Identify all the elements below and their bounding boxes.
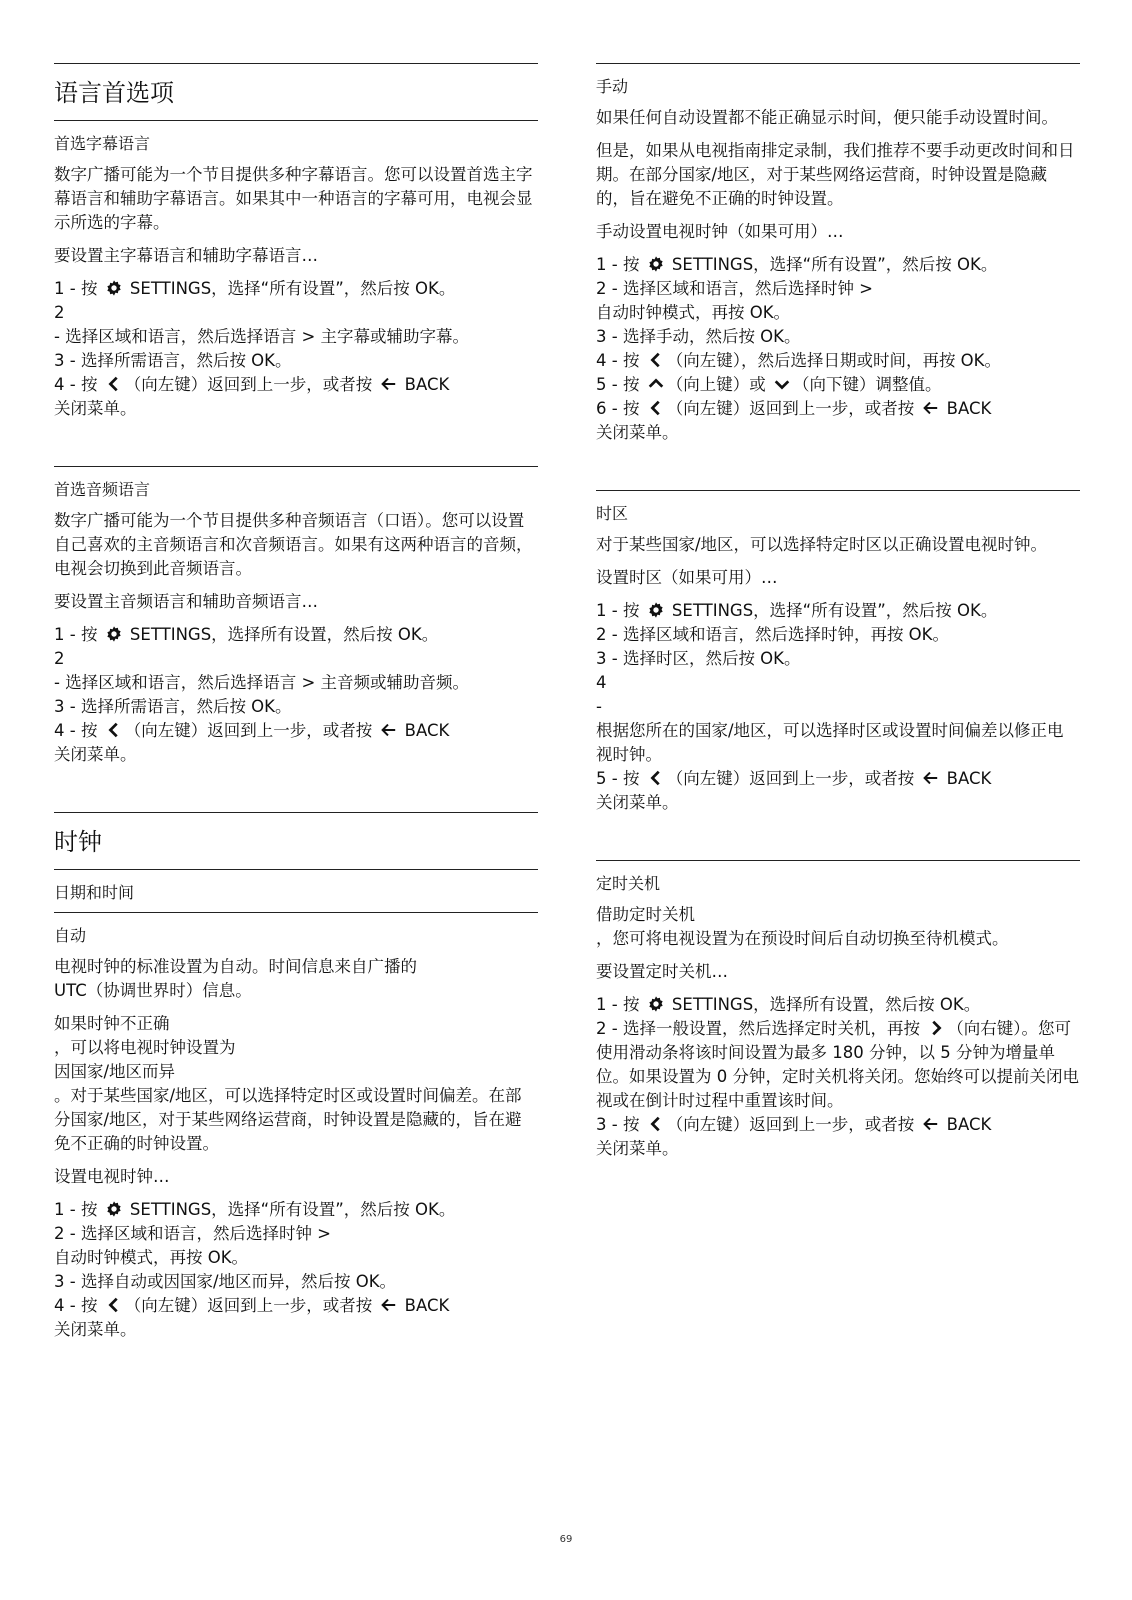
step: 1 - 按 SETTINGS，选择“所有设置”，然后按 OK。 — [596, 255, 998, 274]
step: 4 - 按 （向左键）返回到上一步，或者按 BACK — [54, 721, 450, 740]
gear-icon — [105, 1200, 123, 1218]
step: 关闭菜单。 — [54, 1320, 137, 1339]
heading-subtitle-language: 首选字幕语言 — [54, 120, 538, 163]
section-title-language: 语言首选项 — [54, 63, 538, 120]
chevron-left-icon — [105, 1296, 123, 1314]
paragraph: 电视时钟的标准设置为自动。时间信息来自广播的 UTC（协调世界时）信息。 — [54, 957, 417, 1000]
step: 5 - 按 （向上键）或 （向下键）调整值。 — [596, 375, 942, 394]
step: 3 - 按 （向左键）返回到上一步，或者按 BACK — [596, 1115, 992, 1134]
chevron-left-icon — [105, 721, 123, 739]
step: 3 - 选择所需语言，然后按 OK。 — [54, 351, 292, 370]
page-number: 69 — [559, 1534, 573, 1545]
step: 关闭菜单。 — [54, 745, 137, 764]
step: 2 — [54, 649, 65, 668]
step-list — [54, 277, 538, 421]
heading-auto: 自动 — [54, 912, 538, 955]
step-list — [54, 1198, 538, 1342]
chevron-left-icon — [105, 375, 123, 393]
step: 2 — [54, 303, 65, 322]
step: - 选择区域和语言，然后选择语言 > 主字幕或辅助字幕。 — [54, 327, 470, 346]
step: 关闭菜单。 — [596, 793, 679, 812]
step: 3 - 选择自动或因国家/地区而异，然后按 OK。 — [54, 1272, 397, 1291]
step: 2 - 选择区域和语言，然后选择时钟，再按 OK。 — [596, 625, 949, 644]
paragraph: 对于某些国家/地区，可以选择特定时区以正确设置电视时钟。 — [596, 535, 1048, 554]
step: 3 - 选择所需语言，然后按 OK。 — [54, 697, 292, 716]
back-arrow-icon — [921, 399, 939, 417]
step: 关闭菜单。 — [54, 399, 137, 418]
back-arrow-icon — [921, 769, 939, 787]
step: 3 - 选择时区，然后按 OK。 — [596, 649, 801, 668]
section-title-clock: 时钟 — [54, 812, 538, 869]
gear-icon — [105, 279, 123, 297]
heading-timezone: 时区 — [596, 490, 1080, 533]
step: 1 - 按 SETTINGS，选择所有设置，然后按 OK。 — [54, 625, 439, 644]
step: 关闭菜单。 — [596, 1139, 679, 1158]
step: 4 - 按 （向左键）返回到上一步，或者按 BACK — [54, 375, 450, 394]
step: - 选择区域和语言，然后选择语言 > 主音频或辅助音频。 — [54, 673, 470, 692]
back-arrow-icon — [921, 1115, 939, 1133]
step-list — [596, 253, 1080, 445]
chevron-right-icon — [927, 1019, 945, 1037]
step: 1 - 按 SETTINGS，选择“所有设置”，然后按 OK。 — [596, 601, 998, 620]
heading-date-time: 日期和时间 — [54, 869, 538, 912]
step: 3 - 选择手动，然后按 OK。 — [596, 327, 801, 346]
step: 自动时钟模式，再按 OK。 — [54, 1248, 249, 1267]
step: 根据您所在的国家/地区，可以选择时区或设置时间偏差以修正电视时钟。 — [596, 721, 1064, 764]
step: 1 - 按 SETTINGS，选择“所有设置”，然后按 OK。 — [54, 279, 456, 298]
step: 关闭菜单。 — [596, 423, 679, 442]
step-list — [596, 993, 1080, 1161]
chevron-left-icon — [647, 399, 665, 417]
heading-sleep-timer: 定时关机 — [596, 860, 1080, 903]
paragraph: 要设置主字幕语言和辅助字幕语言… — [54, 246, 318, 265]
step-list — [596, 599, 1080, 815]
paragraph: 如果时钟不正确 ，可以将电视时钟设置为 因国家/地区而异 。对于某些国家/地区，可以选择特定时区或设置时间偏差。在部分国家/地区，对于某些网络运营商，时钟设置是隐藏的，旨在避免不正确的时钟设置。 — [54, 1014, 522, 1153]
back-arrow-icon — [379, 721, 397, 739]
paragraph: 要设置定时关机… — [596, 962, 728, 981]
step: 4 - 按 （向左键），然后选择日期或时间，再按 OK。 — [596, 351, 1001, 370]
paragraph: 要设置主音频语言和辅助音频语言… — [54, 592, 318, 611]
step: 6 - 按 （向左键）返回到上一步，或者按 BACK — [596, 399, 992, 418]
step: 2 - 选择一般设置，然后选择定时关机，再按 （向右键）。您可使用滑动条将该时间设置为最多 180 分钟，以 5 分钟为增量单位。如果设置为 0 分钟，定时关机将关闭。您始终可以提前关闭电视或在倒计时过程中重置该时间。 — [596, 1019, 1079, 1110]
back-arrow-icon — [379, 375, 397, 393]
step: 2 - 选择区域和语言，然后选择时钟 > — [54, 1224, 332, 1243]
chevron-left-icon — [647, 769, 665, 787]
paragraph: 数字广播可能为一个节目提供多种字幕语言。您可以设置首选主字幕语言和辅助字幕语言。如果其中一种语言的字幕可用，电视会显示所选的字幕。 — [54, 165, 533, 232]
step: - — [596, 697, 602, 716]
paragraph: 借助定时关机 ，您可将电视设置为在预设时间后自动切换至待机模式。 — [596, 905, 1009, 948]
step: 5 - 按 （向左键）返回到上一步，或者按 BACK — [596, 769, 992, 788]
gear-icon — [105, 625, 123, 643]
chevron-up-icon — [647, 375, 665, 393]
step: 1 - 按 SETTINGS，选择“所有设置”，然后按 OK。 — [54, 1200, 456, 1219]
paragraph: 设置时区（如果可用）… — [596, 568, 778, 587]
chevron-left-icon — [647, 351, 665, 369]
paragraph: 如果任何自动设置都不能正确显示时间，便只能手动设置时间。 — [596, 108, 1058, 127]
gear-icon — [647, 995, 665, 1013]
paragraph: 数字广播可能为一个节目提供多种音频语言（口语）。您可以设置自己喜欢的主音频语言和次音频语言。如果有这两种语言的音频，电视会切换到此音频语言。 — [54, 511, 533, 578]
chevron-left-icon — [647, 1115, 665, 1133]
step: 4 — [596, 673, 607, 692]
gear-icon — [647, 255, 665, 273]
right-column — [596, 63, 1080, 1170]
heading-manual: 手动 — [596, 63, 1080, 106]
heading-audio-language: 首选音频语言 — [54, 466, 538, 509]
paragraph: 但是，如果从电视指南排定录制，我们推荐不要手动更改时间和日期。在部分国家/地区，对于某些网络运营商，时钟设置是隐藏的，旨在避免不正确的时钟设置。 — [596, 141, 1075, 208]
step: 自动时钟模式，再按 OK。 — [596, 303, 791, 322]
paragraph: 设置电视时钟… — [54, 1167, 170, 1186]
step: 2 - 选择区域和语言，然后选择时钟 > — [596, 279, 874, 298]
step: 4 - 按 （向左键）返回到上一步，或者按 BACK — [54, 1296, 450, 1315]
left-column — [54, 63, 538, 1351]
gear-icon — [647, 601, 665, 619]
step-list — [54, 623, 538, 767]
paragraph: 手动设置电视时钟（如果可用）… — [596, 222, 844, 241]
chevron-down-icon — [773, 375, 791, 393]
step: 1 - 按 SETTINGS，选择所有设置，然后按 OK。 — [596, 995, 981, 1014]
back-arrow-icon — [379, 1296, 397, 1314]
